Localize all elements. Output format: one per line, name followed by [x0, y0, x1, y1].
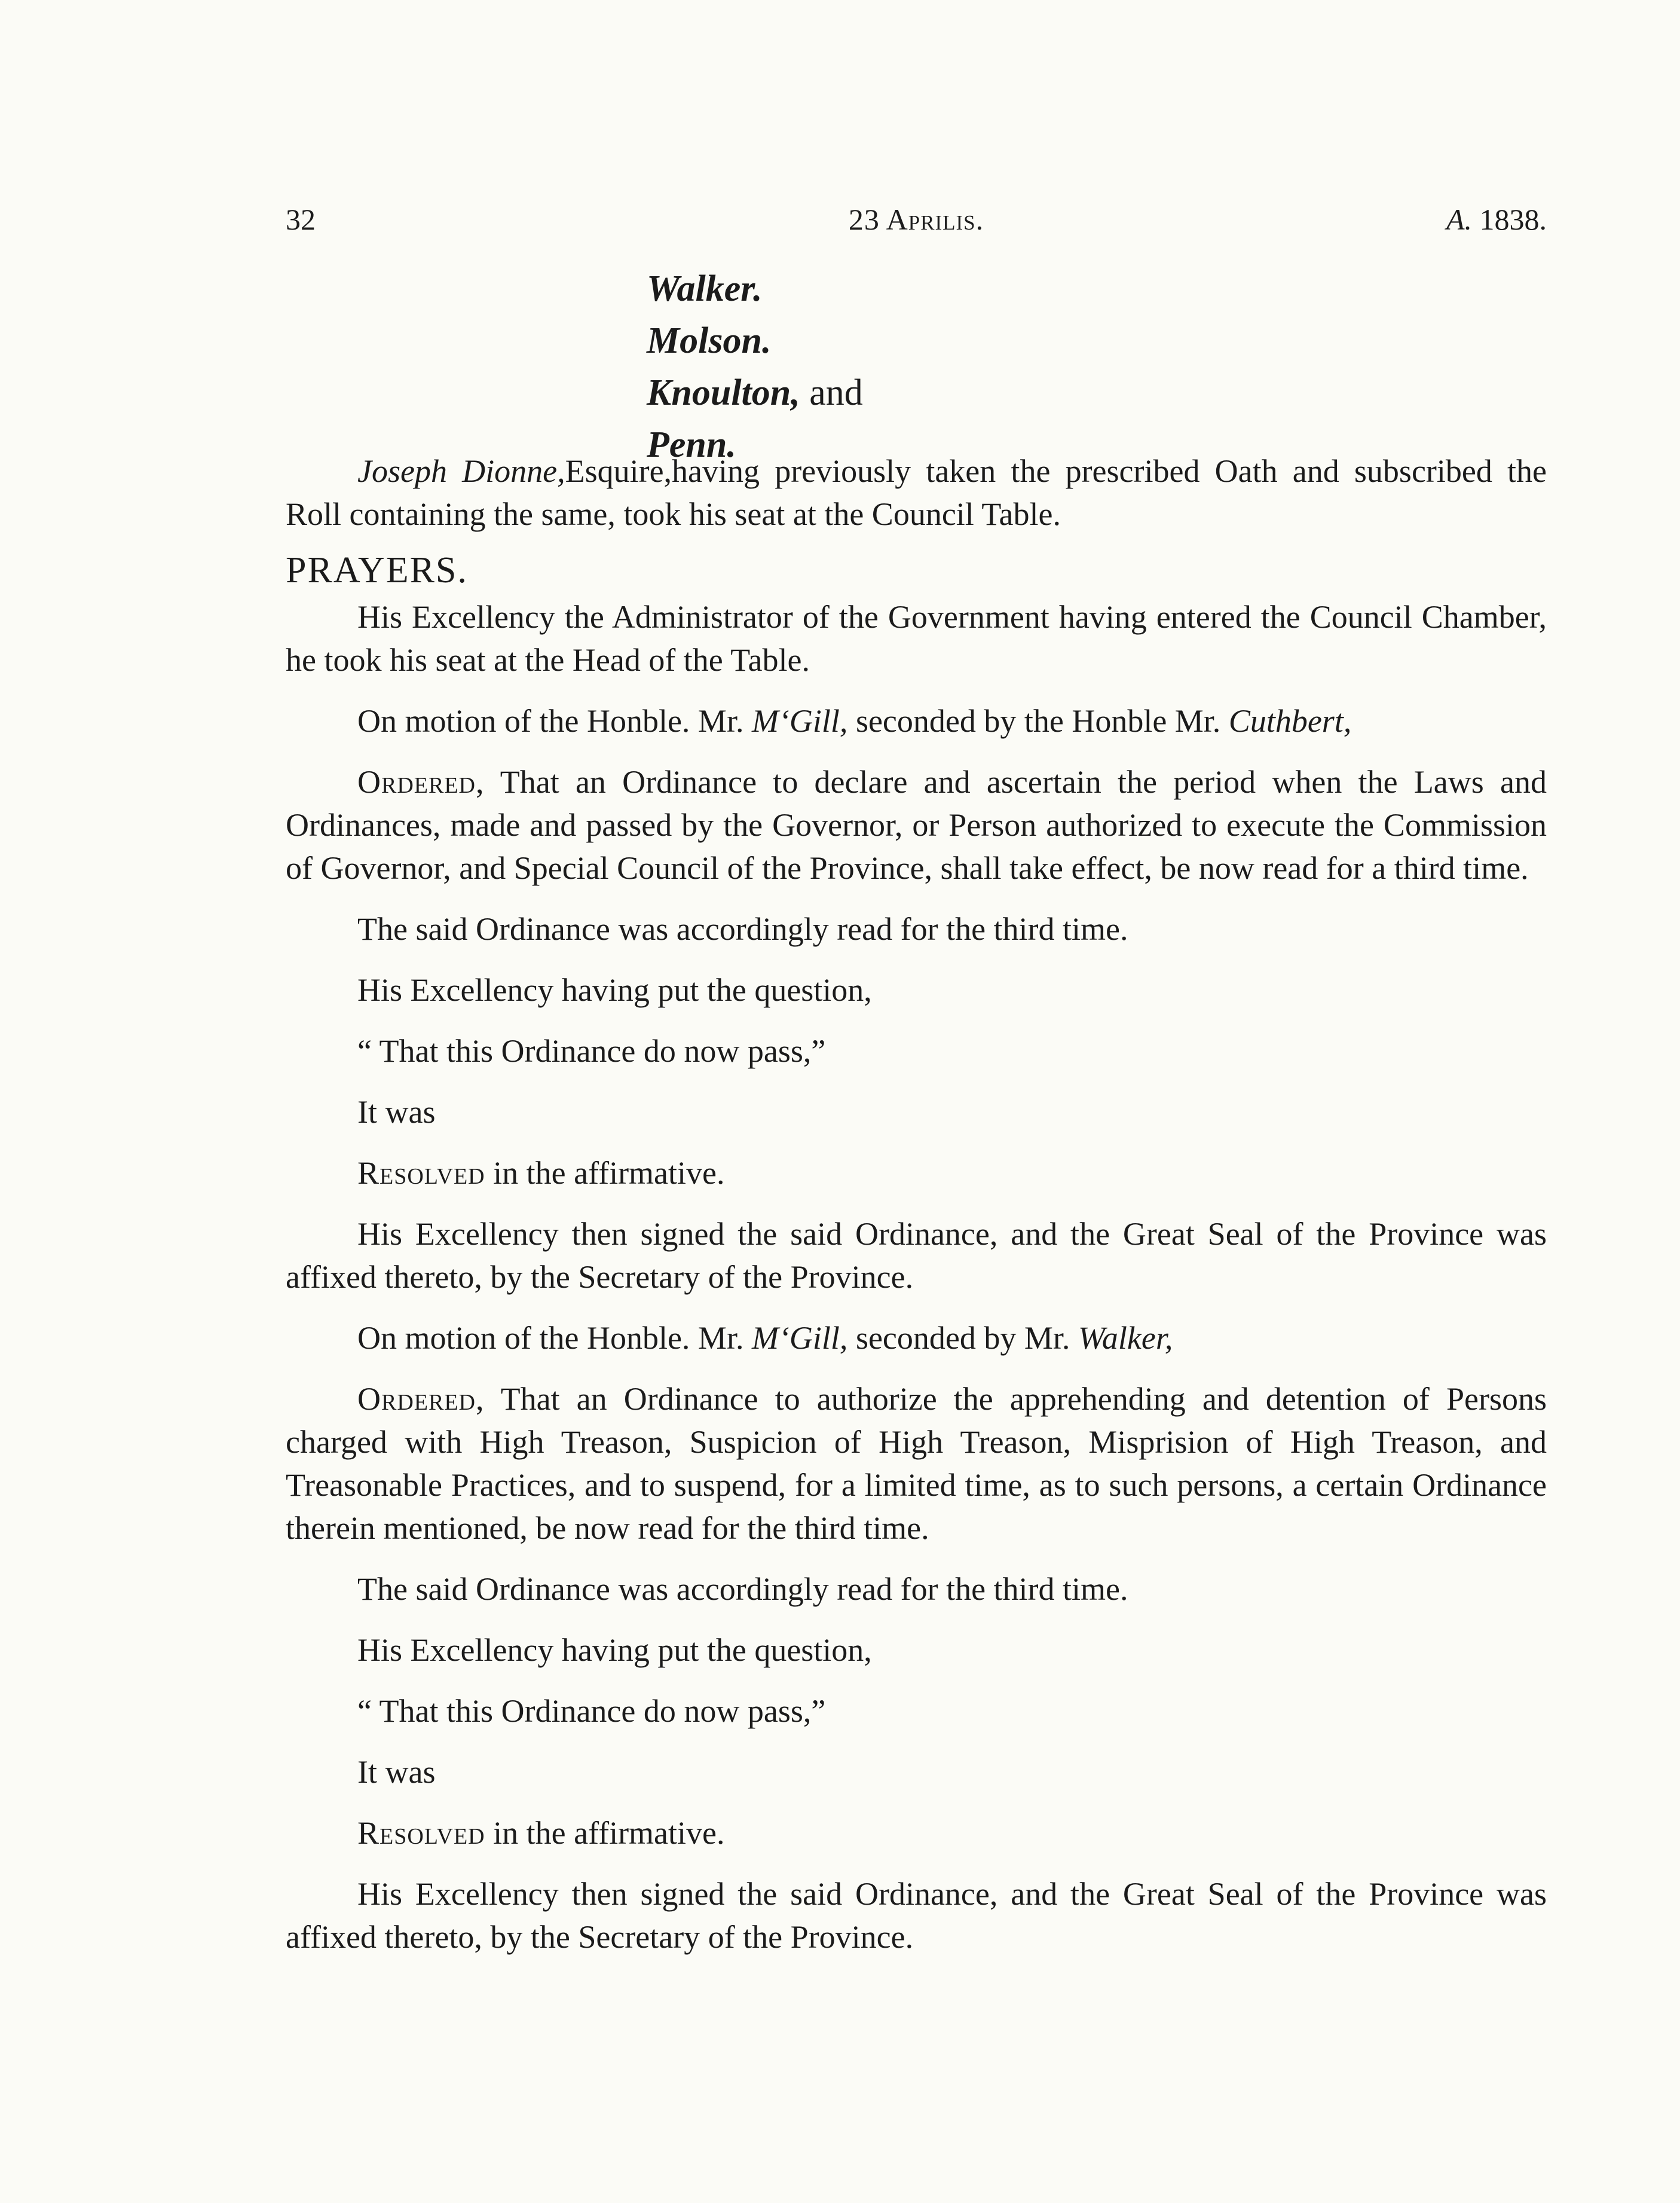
- ordered-keyword: Ordered,: [357, 764, 485, 800]
- it-was-paragraph-1: It was: [357, 1094, 436, 1130]
- header-year: [1446, 198, 1547, 240]
- oath-paragraph: [286, 450, 1547, 536]
- prayers-heading: PRAYERS.: [286, 550, 468, 591]
- member-name: Molson.: [647, 320, 772, 361]
- mover-name: M‘Gill,: [751, 1320, 848, 1356]
- page-header: [286, 198, 1547, 240]
- question-paragraph-1: His Excellency having put the question,: [357, 972, 872, 1008]
- signed-paragraph-2: His Excellency then signed the said Ordinance, and the Great Seal of the Province was affixed thereto, by the Secretary of the Province.: [286, 1876, 1547, 1955]
- motion-paragraph-1: On motion of the Honble. Mr. M‘Gill, seconded by the Honble Mr. Cuthbert,: [357, 703, 1352, 739]
- read-paragraph-2: The said Ordinance was accordingly read for the third time.: [357, 1571, 1128, 1607]
- seconder-name: Walker,: [1078, 1320, 1173, 1356]
- year-value: 1838.: [1479, 203, 1547, 236]
- administrator-paragraph: His Excellency the Administrator of the Government having entered the Council Chamber, he took his seat at the Head of the Table.: [286, 599, 1547, 678]
- body-text: [286, 450, 1547, 1976]
- header-date: 23 Aprilis.: [848, 203, 984, 236]
- members-list: [647, 263, 863, 471]
- ordered-paragraph-2: Ordered, That an Ordinance to authorize the apprehending and detention of Persons charged with High Treason, Suspicion of High Treason, Misprision of High Treason, and Treasonable Practices, and to suspend, for a limited time, as to such persons, a certain Ordinance therein mentioned, be now read for the third time.: [286, 1381, 1547, 1546]
- motion-paragraph-2: On motion of the Honble. Mr. M‘Gill, seconded by Mr. Walker,: [357, 1320, 1173, 1356]
- oath-name: Joseph Dionne,: [357, 453, 565, 489]
- resolved-paragraph-1: Resolved in the affirmative.: [357, 1155, 725, 1191]
- oath-text: Esquire,having previously taken the prescribed Oath and subscribed the Roll containing the same, took his seat at the Council Table.: [286, 453, 1547, 532]
- resolved-paragraph-2: Resolved in the affirmative.: [357, 1815, 725, 1851]
- ordered-keyword: Ordered,: [357, 1381, 485, 1417]
- read-paragraph-1: The said Ordinance was accordingly read for the third time.: [357, 911, 1128, 947]
- member-name: Penn.: [647, 424, 736, 465]
- resolved-keyword: Resolved: [357, 1155, 485, 1191]
- year-prefix: A.: [1446, 203, 1472, 236]
- ordered-paragraph-1: Ordered, That an Ordinance to declare and ascertain the period when the Laws and Ordinances, made and passed by the Governor, or Person authorized to execute the Commission of Governor, and Special Council of the Province, shall take effect, be now read for a third time.: [286, 764, 1547, 886]
- resolved-keyword: Resolved: [357, 1815, 485, 1851]
- signed-paragraph-1: His Excellency then signed the said Ordinance, and the Great Seal of the Province was affixed thereto, by the Secretary of the Province.: [286, 1216, 1547, 1295]
- page-number: 32: [286, 203, 316, 236]
- member-name: Walker.: [647, 268, 763, 309]
- it-was-paragraph-2: It was: [357, 1754, 436, 1790]
- member-name: Knoulton, and: [647, 372, 863, 413]
- question-paragraph-2: His Excellency having put the question,: [357, 1632, 872, 1668]
- seconder-name: Cuthbert,: [1228, 703, 1352, 739]
- mover-name: M‘Gill,: [751, 703, 848, 739]
- quote-paragraph-2: “ That this Ordinance do now pass,”: [357, 1693, 826, 1729]
- quote-paragraph-1: “ That this Ordinance do now pass,”: [357, 1033, 826, 1069]
